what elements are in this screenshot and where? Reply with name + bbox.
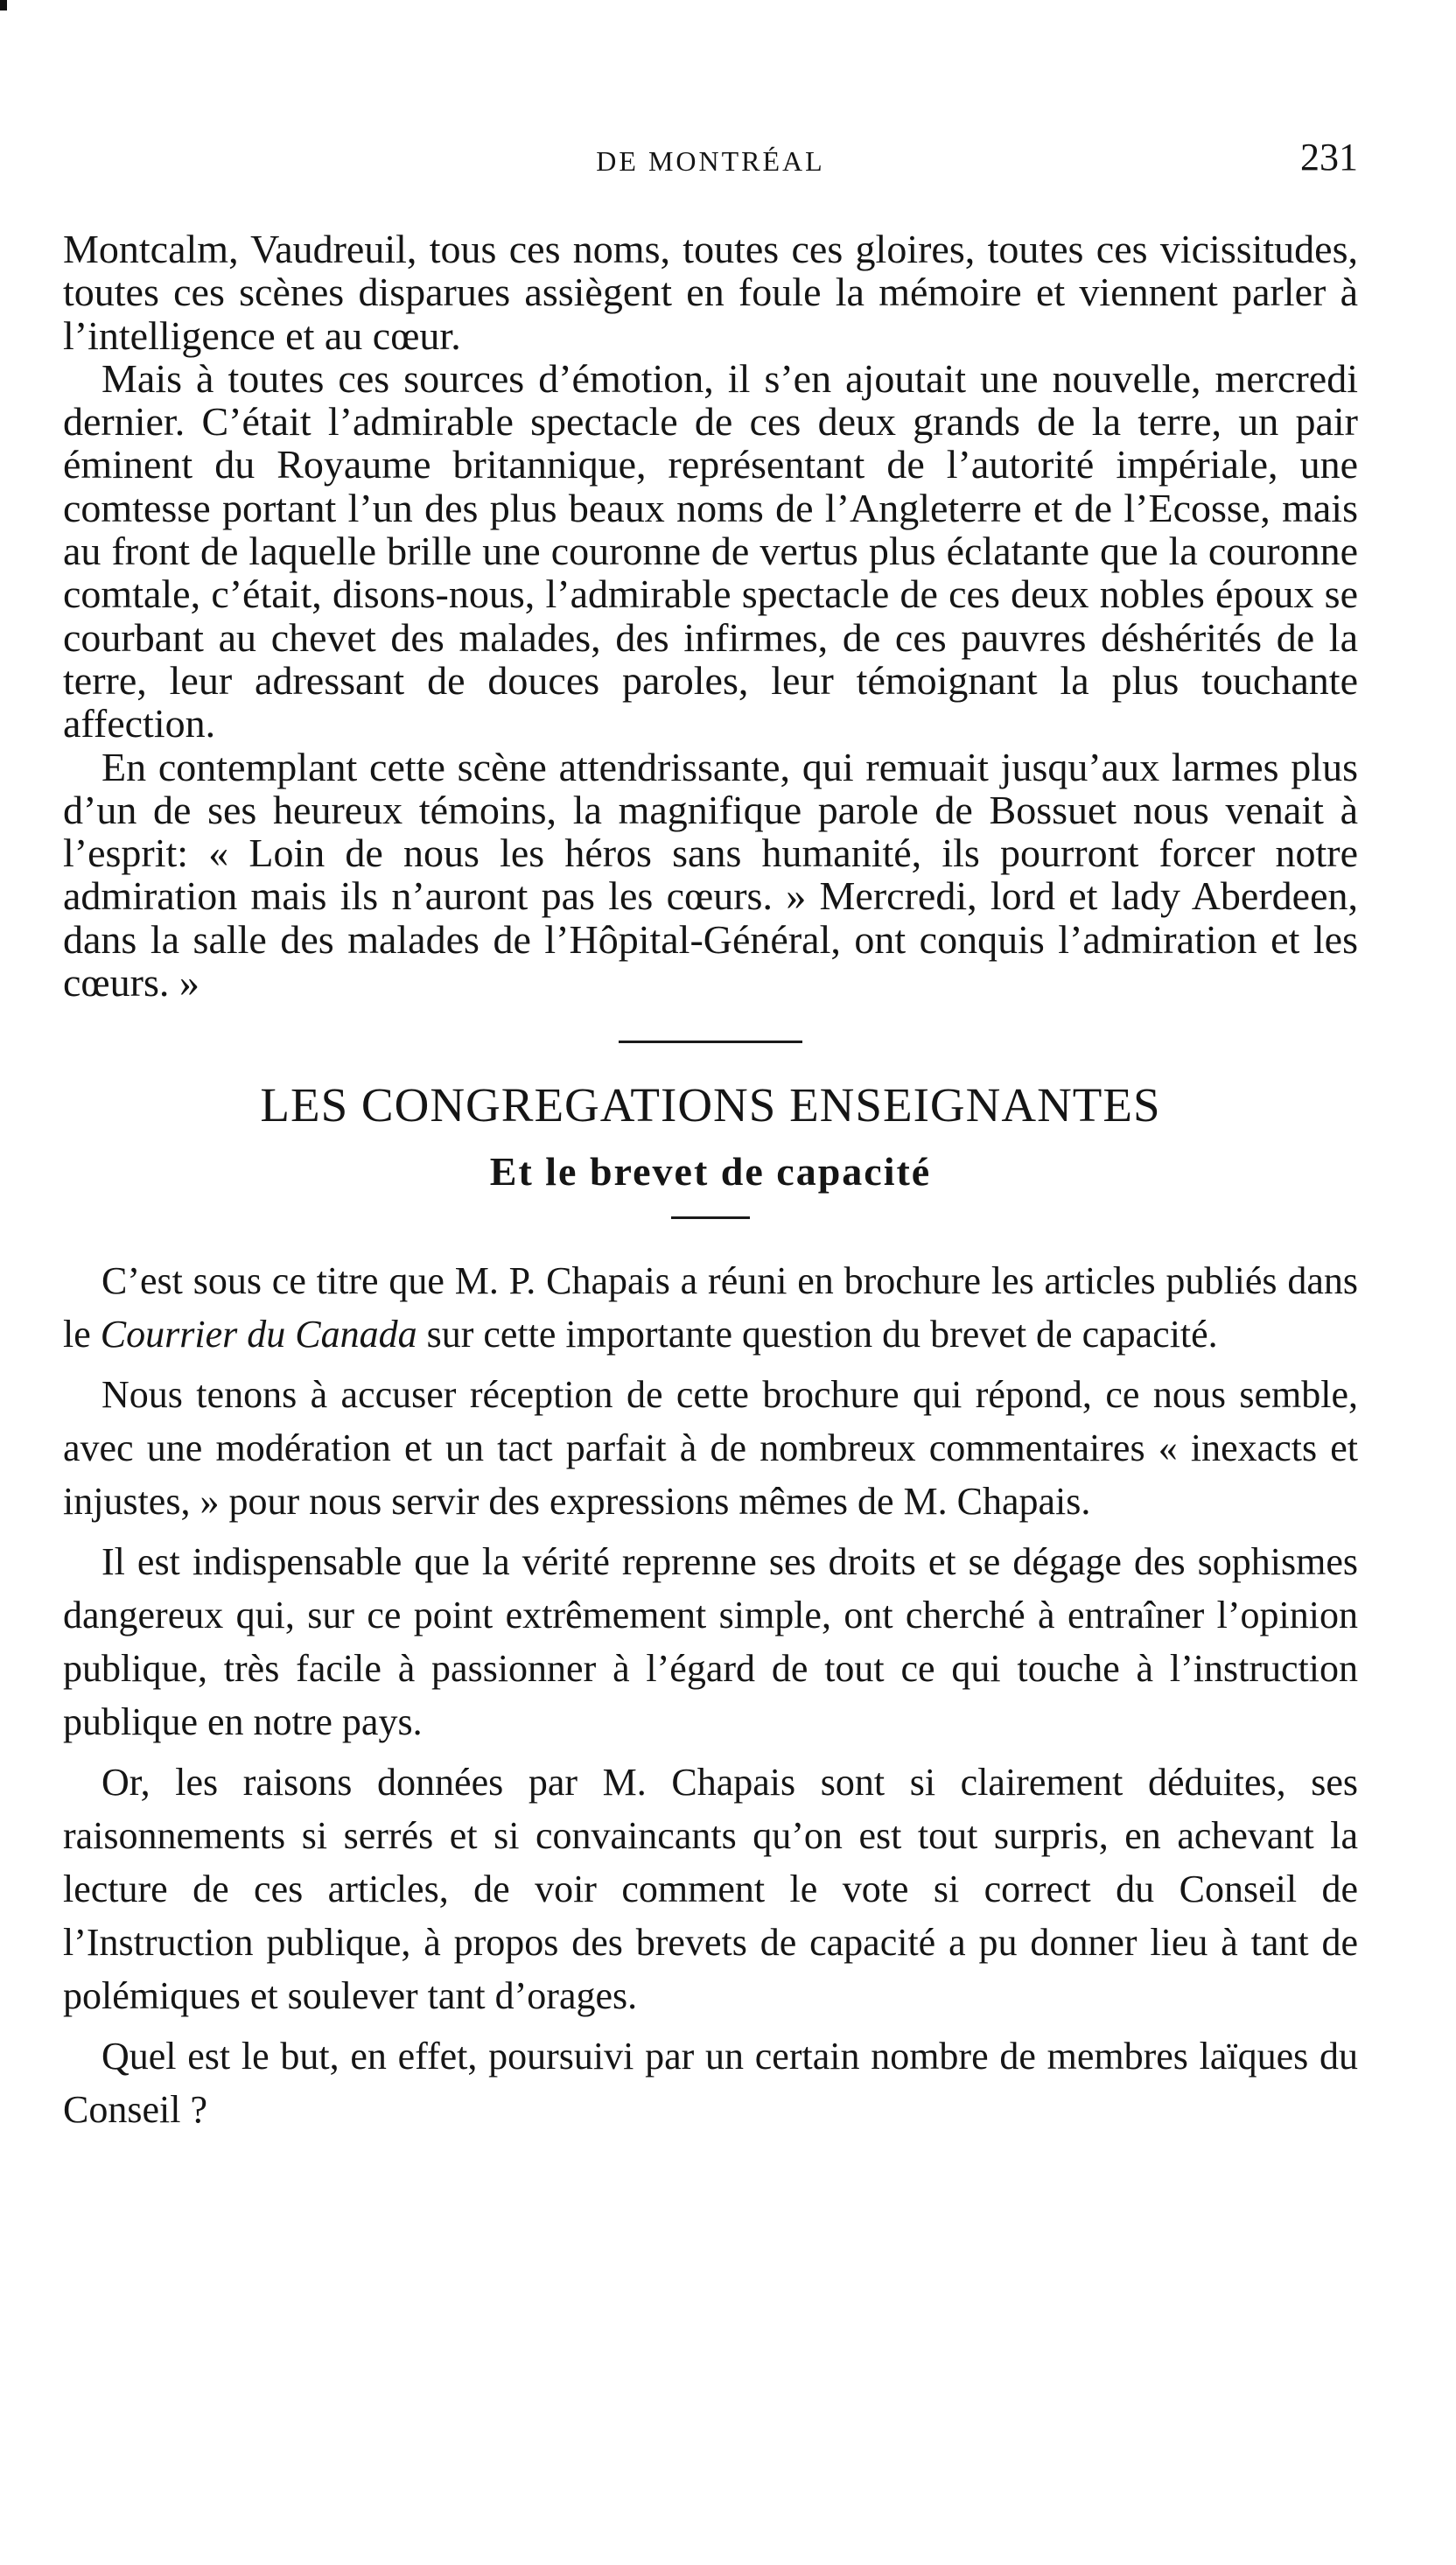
page-number: 231: [1300, 136, 1358, 179]
paragraph: Nous tenons à accuser réception de cette brochure qui répond, ce nous semble, avec une modération et un tact parfait à de nombreux commentaires « inexacts et injustes, » pour nous servir des expressions mêmes de M. Chapais.: [63, 1373, 1358, 1524]
paragraph: Il est indispensable que la vérité reprenne ses droits et se dégage des sophismes dangereux qui, sur ce point extrêmement simple, ont cherché à entraîner l’opinion publique, très facile à passionner à l’égard de tout ce qui touche à l’instruction publique en notre pays.: [63, 1540, 1358, 1744]
paragraph: Or, les raisons données par M. Chapais sont si clairement déduites, ses raisonnements si serrés et si convaincants qu’on est tout surpris, en achevant la lecture de ces articles, de voir comment le vote si correct du Conseil de l’Instruction publique, à propos des brevets de capacité a pu donner lieu à tant de polémiques et soulever tant d’orages.: [63, 1761, 1358, 2018]
subtitle-divider: [671, 1216, 750, 1219]
paragraph: Mais à toutes ces sources d’émotion, il s’en ajoutait une nouvelle, mercredi dernier. C’était l’admirable spectacle de ces deux grands de la terre, un pair éminent du Royaume britannique, représentant de l’autorité impériale, une comtesse portant l’un des plus beaux noms de l’Angleterre et de l’Ecosse, mais au front de laquelle brille une couronne de vertus plus éclatante que la couronne comtale, c’était, disons-nous, l’admirable spectacle de ces deux nobles époux se courbant au chevet des malades, des infirmes, de ces pauvres déshérités de la terre, leur adressant de douces paroles, leur témoignant la plus touchante affection.: [63, 355, 1358, 746]
running-head: [63, 131, 1358, 184]
section-title: LES CONGREGATIONS ENSEIGNANTES: [260, 1078, 1161, 1132]
page: [63, 131, 1358, 2143]
section-divider: [619, 1041, 802, 1043]
paragraph-text: C’est sous ce titre que M. P. Chapais a réuni en brochure les articles publiés dans le: [63, 1259, 1358, 1356]
section-subtitle: Et le brevet de capacité: [489, 1149, 932, 1195]
running-title: DE MONTRÉAL: [596, 145, 825, 177]
paragraph-continued: Montcalm, Vaudreuil, tous ces noms, toutes ces gloires, toutes ces vicissitudes, toutes ces scènes disparues assiègent en foule la mémoire et viennent parler à l’intelligence et au cœur.: [63, 227, 1358, 358]
paragraph: [63, 1254, 1358, 1361]
journal-title: Courrier du Canada: [100, 1313, 417, 1356]
paragraph: En contemplant cette scène attendrissante, qui remuait jusqu’aux larmes plus d’un de ses heureux témoins, la magnifique parole de Bossuet nous venait à l’esprit: « Loin de nous les héros sans humanité, ils pourront forcer notre admiration mais ils n’auront pas les cœurs. » Mercredi, lord et lady Aberdeen, dans la salle des malades de l’Hôpital-Général, ont conquis l’admiration et les cœurs. »: [63, 744, 1358, 1006]
continuation-text: [63, 228, 1358, 1004]
paragraph: Quel est le but, en effet, poursuivi par un certain nombre de membres laïques du Conseil ?: [63, 2035, 1358, 2132]
article-body: [63, 1254, 1358, 2136]
corner-print-mark: [0, 0, 7, 11]
paragraph-text: sur cette importante question du brevet de capacité.: [416, 1313, 1218, 1356]
